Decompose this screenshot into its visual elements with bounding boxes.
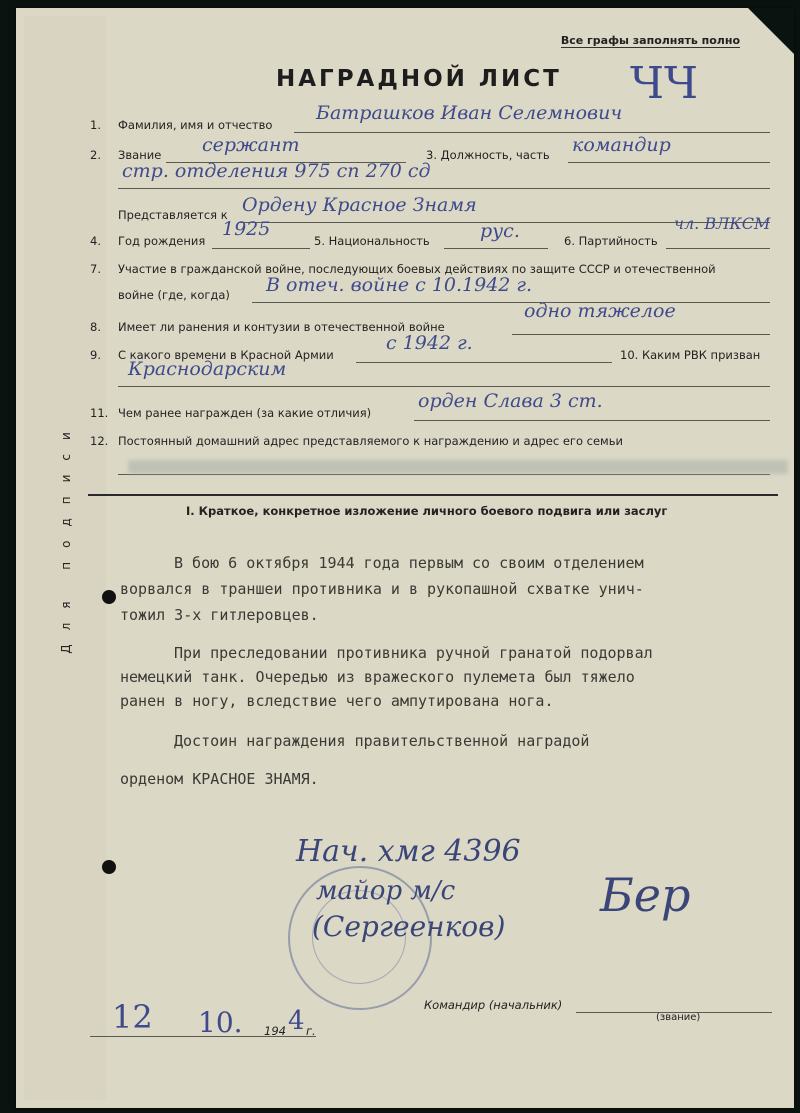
narrative-line: ворвался в траншеи противника и в рукопашной схватке унич- xyxy=(120,580,644,598)
birth-value: 1925 xyxy=(222,218,271,240)
signature-line: (Сергеенков) xyxy=(312,910,506,943)
date-year-suffix: 4 xyxy=(288,1006,305,1036)
torn-corner xyxy=(746,8,794,56)
punch-hole xyxy=(102,590,116,604)
commander-label: Командир (начальник) xyxy=(424,998,563,1012)
signature-line: майор м/с xyxy=(316,876,456,906)
award-sheet xyxy=(16,8,794,1108)
birth-label: Год рождения xyxy=(118,234,206,248)
rvk-label: 10. Каким РВК призван xyxy=(620,348,761,362)
field-num: 12. xyxy=(90,434,109,448)
date-day: 12 xyxy=(112,998,153,1036)
top-initials: ЧЧ xyxy=(630,58,699,109)
underline xyxy=(252,302,770,303)
underline xyxy=(118,474,770,475)
underline xyxy=(118,188,770,189)
field-num: 1. xyxy=(90,118,101,132)
prior-award-label: Чем ранее награжден (за какие отличия) xyxy=(118,406,372,420)
rank-label: Звание xyxy=(118,148,162,162)
narrative-line: В бою 6 октября 1944 года первым со своим отделением xyxy=(174,554,644,572)
war-label: Участие в гражданской войне, последующих боевых действиях по защите СССР и отечественной xyxy=(118,262,716,276)
field-num: 11. xyxy=(90,406,109,420)
narrative-line: ранен в ногу, вследствие чего ампутирована нога. xyxy=(120,692,554,710)
narrative-line: немецкий танк. Очередью из вражеского пулемета был тяжело xyxy=(120,668,635,686)
wound-value: одно тяжелое xyxy=(524,300,676,322)
underline xyxy=(568,162,770,163)
wound-label: Имеет ли ранения и контузии в отечественной войне xyxy=(118,320,445,334)
signature-line: Нач. хмг 4396 xyxy=(296,834,521,869)
position-label: 3. Должность, часть xyxy=(426,148,550,162)
field-num: 8. xyxy=(90,320,101,334)
name-label: Фамилия, имя и отчество xyxy=(118,118,273,132)
position-value: командир xyxy=(572,134,671,156)
rvk-value: Краснодарским xyxy=(128,358,287,380)
underline xyxy=(666,248,770,249)
underline xyxy=(512,334,770,335)
nation-value: рус. xyxy=(480,220,520,242)
section-divider xyxy=(88,494,778,496)
section-title: I. Краткое, конкретное изложение личного боевого подвига или заслуг xyxy=(186,504,668,518)
unit-value: стр. отделения 975 сп 270 сд xyxy=(122,160,431,182)
field-num: 7. xyxy=(90,262,101,276)
address-label: Постоянный домашний адрес представляемого к награждению и адрес его семьи xyxy=(118,434,623,448)
present-value: Ордену Красное Знамя xyxy=(242,194,477,216)
underline xyxy=(356,362,612,363)
field-num: 2. xyxy=(90,148,101,162)
name-value: Батрашков Иван Селемнович xyxy=(316,102,623,124)
underline xyxy=(212,248,310,249)
narrative-line: тожил 3-х гитлеровцев. xyxy=(120,606,319,624)
rank-value: сержант xyxy=(202,134,300,156)
underline xyxy=(414,420,770,421)
narrative-line: Достоин награждения правительственной наградой xyxy=(174,732,590,750)
underline xyxy=(444,248,548,249)
date-year-prefix: 194 xyxy=(264,1024,286,1038)
rank-caption: (звание) xyxy=(656,1012,701,1023)
narrative-line: При преследовании противника ручной гранатой подорвал xyxy=(174,644,653,662)
war-value: В отеч. войне с 10.1942 г. xyxy=(266,274,533,296)
date-month: 10. xyxy=(198,1006,243,1039)
prior-award-value: орден Слава 3 ст. xyxy=(418,390,603,412)
narrative-line: орденом КРАСНОЕ ЗНАМЯ. xyxy=(120,770,319,788)
punch-hole xyxy=(102,860,116,874)
fill-notice: Все графы заполнять полно xyxy=(560,34,740,47)
field-num: 4. xyxy=(90,234,101,248)
party-value: чл. ВЛКСМ xyxy=(674,214,771,233)
field-num: 9. xyxy=(90,348,101,362)
army-value: с 1942 г. xyxy=(386,332,473,354)
party-label: 6. Партийность xyxy=(564,234,658,248)
war-label-2: войне (где, когда) xyxy=(118,288,230,302)
underline xyxy=(294,132,770,133)
present-label: Представляется к xyxy=(118,208,228,222)
underline xyxy=(118,386,770,387)
signature-scrawl: Бер xyxy=(600,868,691,922)
page-title: НАГРАДНОЙ ЛИСТ xyxy=(276,66,562,92)
nation-label: 5. Национальность xyxy=(314,234,430,248)
army-label: С какого времени в Красной Армии xyxy=(118,348,334,362)
date-year-g: г. xyxy=(306,1024,316,1038)
side-label: Для подписи xyxy=(59,418,74,654)
redacted-address xyxy=(128,460,788,474)
